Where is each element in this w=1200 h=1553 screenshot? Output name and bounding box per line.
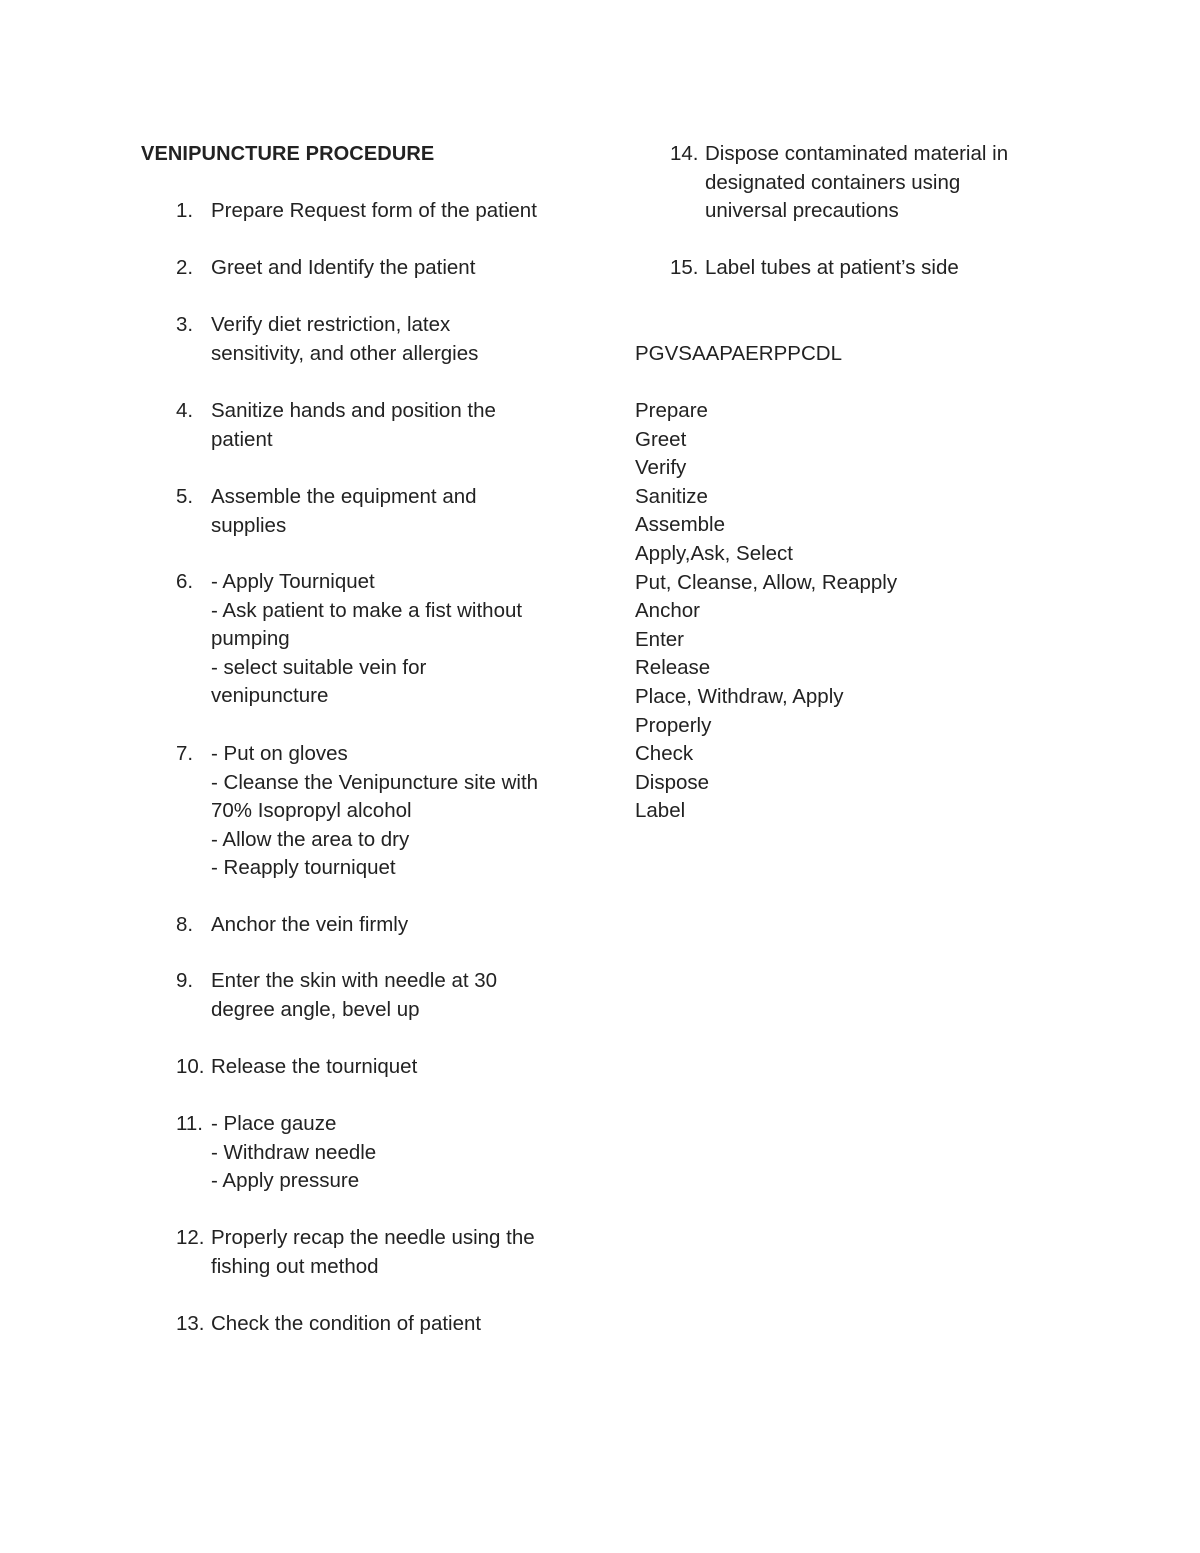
keyword-item: Put, Cleanse, Allow, Reapply bbox=[635, 570, 898, 594]
step-text: supplies bbox=[211, 513, 287, 537]
step-number: 5. bbox=[176, 485, 194, 508]
keyword-item: Check bbox=[635, 742, 694, 766]
step-text: pumping bbox=[211, 627, 290, 651]
step-text: - Reapply tourniquet bbox=[211, 856, 396, 880]
step-number: 9. bbox=[176, 969, 194, 992]
step-number: 13. bbox=[176, 1312, 205, 1335]
keyword-item: Place, Withdraw, Apply bbox=[635, 684, 844, 708]
step-text: - Apply Tourniquet bbox=[211, 570, 375, 593]
step-number: 6. bbox=[176, 570, 194, 593]
step-text: - Withdraw needle bbox=[211, 1140, 377, 1164]
document-title: VENIPUNCTURE PROCEDURE bbox=[141, 143, 435, 165]
step-text: Properly recap the needle using the bbox=[211, 1226, 535, 1249]
step-number: 10. bbox=[176, 1055, 205, 1078]
step-text: - Place gauze bbox=[211, 1112, 337, 1135]
mnemonic-acronym: PGVSAAPAERPPCDL bbox=[635, 342, 842, 365]
mnemonic-keyword-list bbox=[635, 397, 897, 826]
keyword-item: Release bbox=[635, 656, 711, 680]
step-text: patient bbox=[211, 427, 273, 451]
keyword-item: Enter bbox=[635, 627, 684, 651]
step-text: 70% Isopropyl alcohol bbox=[211, 799, 412, 823]
step-number: 2. bbox=[176, 256, 194, 279]
step-text: Sanitize hands and position the bbox=[211, 399, 496, 422]
step-text: Verify diet restriction, latex bbox=[211, 313, 451, 336]
step-text: designated containers using bbox=[705, 170, 961, 194]
step-text: - Ask patient to make a fist without bbox=[211, 598, 523, 622]
step-text: - Apply pressure bbox=[211, 1169, 360, 1193]
step-text: Label tubes at patient’s side bbox=[705, 256, 959, 279]
step-number: 7. bbox=[176, 742, 194, 765]
step-number: 14. bbox=[670, 142, 699, 165]
step-number: 3. bbox=[176, 313, 194, 336]
step-text: Assemble the equipment and bbox=[211, 485, 477, 508]
keyword-item: Dispose bbox=[635, 770, 710, 794]
step-number: 1. bbox=[176, 199, 194, 222]
step-text: - Cleanse the Venipuncture site with bbox=[211, 770, 539, 794]
step-number: 4. bbox=[176, 399, 194, 422]
step-text: universal precautions bbox=[705, 199, 899, 223]
keyword-item: Verify bbox=[635, 456, 687, 480]
step-text: Dispose contaminated material in bbox=[705, 142, 1009, 165]
step-text: Check the condition of patient bbox=[211, 1312, 482, 1335]
step-text: - select suitable vein for bbox=[211, 655, 427, 679]
step-text: degree angle, bevel up bbox=[211, 997, 420, 1021]
step-number: 12. bbox=[176, 1226, 205, 1249]
step-text: Prepare Request form of the patient bbox=[211, 199, 537, 222]
keyword-item: Sanitize bbox=[635, 484, 708, 508]
keyword-item: Apply,Ask, Select bbox=[635, 541, 793, 565]
step-number: 8. bbox=[176, 913, 194, 936]
keyword-item: Properly bbox=[635, 713, 712, 737]
keyword-item: Greet bbox=[635, 427, 687, 451]
step-text: Enter the skin with needle at 30 bbox=[211, 969, 498, 992]
step-text: fishing out method bbox=[211, 1254, 379, 1278]
keyword-item: Label bbox=[635, 799, 686, 823]
step-text: Anchor the vein firmly bbox=[211, 913, 409, 936]
step-number: 15. bbox=[670, 256, 699, 279]
step-text: - Allow the area to dry bbox=[211, 827, 410, 851]
step-text: Greet and Identify the patient bbox=[211, 256, 476, 279]
step-text: venipuncture bbox=[211, 684, 329, 708]
step-number: 11. bbox=[176, 1112, 203, 1135]
step-text: Release the tourniquet bbox=[211, 1055, 418, 1078]
step-text: sensitivity, and other allergies bbox=[211, 341, 479, 365]
step-text: - Put on gloves bbox=[211, 742, 348, 765]
keyword-item: Prepare bbox=[635, 399, 708, 422]
keyword-item: Assemble bbox=[635, 513, 726, 537]
keyword-item: Anchor bbox=[635, 599, 700, 623]
